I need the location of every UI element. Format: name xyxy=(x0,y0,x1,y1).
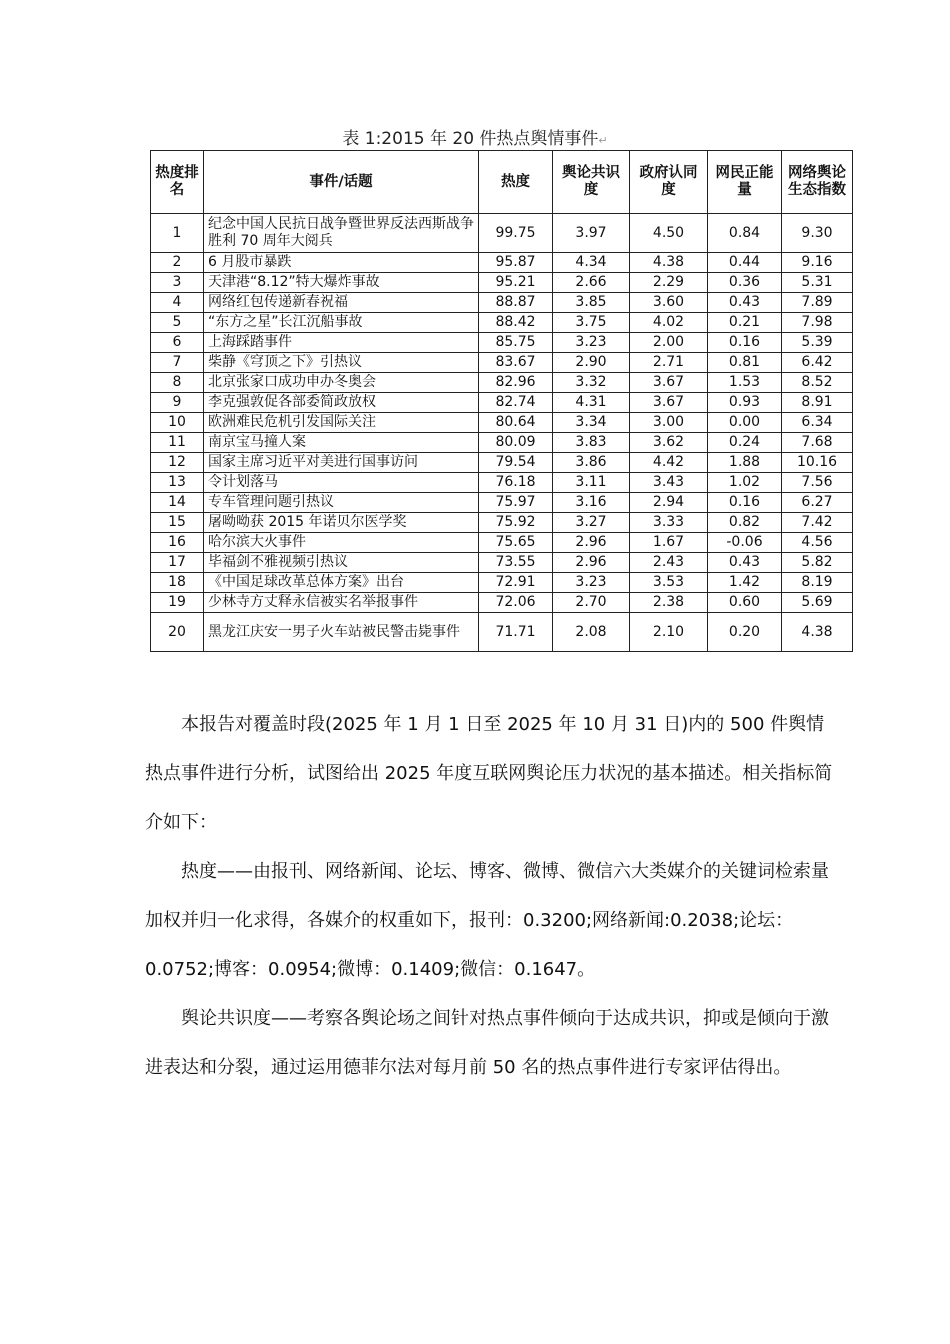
header-gov-approval: 政府认同度 xyxy=(630,151,708,214)
gov-approval-cell: 2.29 xyxy=(630,273,708,293)
gov-approval-cell: 4.38 xyxy=(630,253,708,273)
consensus-cell: 4.34 xyxy=(553,253,630,273)
ecology-index-cell: 6.27 xyxy=(782,493,853,513)
consensus-cell: 2.96 xyxy=(553,553,630,573)
consensus-cell: 2.08 xyxy=(553,613,630,652)
table-row xyxy=(151,293,853,313)
table-row xyxy=(151,214,853,253)
consensus-cell: 3.23 xyxy=(553,333,630,353)
table-row xyxy=(151,593,853,613)
event-cell: 令计划落马 xyxy=(204,473,479,493)
heat-cell: 88.87 xyxy=(479,293,553,313)
paragraph-intro-text: 本报告对覆盖时段(2025 年 1 月 1 日至 2025 年 10 月 31 日)内的 500 件舆情热点事件进行分析，试图给出 2025 年度互联网舆论压力状况的基本描述。相关指标简介如下： xyxy=(145,714,833,833)
event-cell: 黑龙江庆安一男子火车站被民警击毙事件 xyxy=(204,613,479,652)
gov-approval-cell: 3.67 xyxy=(630,373,708,393)
table-row xyxy=(151,253,853,273)
event-cell: 《中国足球改革总体方案》出台 xyxy=(204,573,479,593)
event-cell: 国家主席习近平对美进行国事访问 xyxy=(204,453,479,473)
positive-energy-cell: 1.02 xyxy=(708,473,782,493)
positive-energy-cell: 0.82 xyxy=(708,513,782,533)
table-header-row xyxy=(151,151,853,214)
consensus-cell: 3.32 xyxy=(553,373,630,393)
rank-cell: 19 xyxy=(151,593,204,613)
ecology-index-cell: 7.89 xyxy=(782,293,853,313)
consensus-cell: 3.11 xyxy=(553,473,630,493)
positive-energy-cell: 0.81 xyxy=(708,353,782,373)
ecology-index-cell: 7.68 xyxy=(782,433,853,453)
event-cell: 上海踩踏事件 xyxy=(204,333,479,353)
rank-cell: 15 xyxy=(151,513,204,533)
paragraph-mark-icon: ↵ xyxy=(598,134,608,147)
rank-cell: 10 xyxy=(151,413,204,433)
gov-approval-cell: 3.67 xyxy=(630,393,708,413)
consensus-cell: 3.75 xyxy=(553,313,630,333)
positive-energy-cell: 0.21 xyxy=(708,313,782,333)
table-row xyxy=(151,433,853,453)
table-row xyxy=(151,573,853,593)
heat-cell: 72.91 xyxy=(479,573,553,593)
event-cell: 北京张家口成功申办冬奥会 xyxy=(204,373,479,393)
heat-cell: 75.97 xyxy=(479,493,553,513)
table-row xyxy=(151,513,853,533)
rank-cell: 18 xyxy=(151,573,204,593)
ecology-index-cell: 8.52 xyxy=(782,373,853,393)
table-row xyxy=(151,413,853,433)
ecology-index-cell: 8.91 xyxy=(782,393,853,413)
consensus-cell: 3.23 xyxy=(553,573,630,593)
heat-cell: 88.42 xyxy=(479,313,553,333)
rank-cell: 17 xyxy=(151,553,204,573)
ecology-index-cell: 5.39 xyxy=(782,333,853,353)
heat-cell: 76.18 xyxy=(479,473,553,493)
gov-approval-cell: 3.53 xyxy=(630,573,708,593)
heat-cell: 95.21 xyxy=(479,273,553,293)
rank-cell: 9 xyxy=(151,393,204,413)
ecology-index-cell: 10.16 xyxy=(782,453,853,473)
heat-cell: 75.65 xyxy=(479,533,553,553)
event-cell: 天津港“8.12”特大爆炸事故 xyxy=(204,273,479,293)
ecology-index-cell: 5.82 xyxy=(782,553,853,573)
consensus-cell: 3.16 xyxy=(553,493,630,513)
rank-cell: 3 xyxy=(151,273,204,293)
event-cell: 柴静《穹顶之下》引热议 xyxy=(204,353,479,373)
table-row xyxy=(151,473,853,493)
paragraph-intro xyxy=(145,700,835,847)
table-row xyxy=(151,493,853,513)
event-cell: 专车管理问题引热议 xyxy=(204,493,479,513)
positive-energy-cell: 0.43 xyxy=(708,553,782,573)
positive-energy-cell: 0.16 xyxy=(708,333,782,353)
positive-energy-cell: 1.53 xyxy=(708,373,782,393)
ecology-index-cell: 5.31 xyxy=(782,273,853,293)
consensus-cell: 2.96 xyxy=(553,533,630,553)
ecology-index-cell: 9.30 xyxy=(782,214,853,253)
header-heat: 热度 xyxy=(479,151,553,214)
table-row xyxy=(151,553,853,573)
rank-cell: 5 xyxy=(151,313,204,333)
gov-approval-cell: 3.33 xyxy=(630,513,708,533)
positive-energy-cell: 0.00 xyxy=(708,413,782,433)
heat-cell: 95.87 xyxy=(479,253,553,273)
rank-cell: 1 xyxy=(151,214,204,253)
table-row xyxy=(151,613,853,652)
table-caption xyxy=(0,124,950,149)
heat-cell: 85.75 xyxy=(479,333,553,353)
event-cell: 6 月股市暴跌 xyxy=(204,253,479,273)
gov-approval-cell: 2.94 xyxy=(630,493,708,513)
consensus-cell: 2.70 xyxy=(553,593,630,613)
positive-energy-cell: 0.20 xyxy=(708,613,782,652)
consensus-cell: 3.97 xyxy=(553,214,630,253)
event-cell: 南京宝马撞人案 xyxy=(204,433,479,453)
gov-approval-cell: 4.42 xyxy=(630,453,708,473)
table-row xyxy=(151,373,853,393)
positive-energy-cell: 0.24 xyxy=(708,433,782,453)
ecology-index-cell: 4.38 xyxy=(782,613,853,652)
event-cell: 哈尔滨大火事件 xyxy=(204,533,479,553)
event-cell: 欧洲难民危机引发国际关注 xyxy=(204,413,479,433)
paragraph-consensus-text: 舆论共识度——考察各舆论场之间针对热点事件倾向于达成共识，抑或是倾向于激进表达和分裂，通过运用德菲尔法对每月前 50 名的热点事件进行专家评估得出。 xyxy=(145,1008,829,1078)
consensus-cell: 3.86 xyxy=(553,453,630,473)
event-cell: 李克强敦促各部委简政放权 xyxy=(204,393,479,413)
heat-cell: 82.96 xyxy=(479,373,553,393)
consensus-cell: 2.90 xyxy=(553,353,630,373)
positive-energy-cell: 0.36 xyxy=(708,273,782,293)
consensus-cell: 3.34 xyxy=(553,413,630,433)
table-row xyxy=(151,533,853,553)
positive-energy-cell: 1.42 xyxy=(708,573,782,593)
header-ecology-index: 网络舆论生态指数 xyxy=(782,151,853,214)
heat-cell: 75.92 xyxy=(479,513,553,533)
ecology-index-cell: 4.56 xyxy=(782,533,853,553)
rank-cell: 2 xyxy=(151,253,204,273)
paragraph-heat-text: 热度——由报刊、网络新闻、论坛、博客、微博、微信六大类媒介的关键词检索量加权并归一化求得，各媒介的权重如下，报刊：0.3200;网络新闻:0.2038;论坛：0.0752;博客：0.0954;微博：0.1409;微信：0.1647。 xyxy=(145,861,829,980)
header-rank: 热度排名 xyxy=(151,151,204,214)
ecology-index-cell: 5.69 xyxy=(782,593,853,613)
event-cell: 屠呦呦获 2015 年诺贝尔医学奖 xyxy=(204,513,479,533)
paragraph-heat xyxy=(145,847,835,994)
rank-cell: 12 xyxy=(151,453,204,473)
table-row xyxy=(151,333,853,353)
heat-cell: 71.71 xyxy=(479,613,553,652)
hot-events-table xyxy=(150,150,853,652)
positive-energy-cell: 0.43 xyxy=(708,293,782,313)
ecology-index-cell: 6.42 xyxy=(782,353,853,373)
gov-approval-cell: 2.38 xyxy=(630,593,708,613)
table-row xyxy=(151,353,853,373)
gov-approval-cell: 2.71 xyxy=(630,353,708,373)
positive-energy-cell: 0.44 xyxy=(708,253,782,273)
heat-cell: 82.74 xyxy=(479,393,553,413)
rank-cell: 8 xyxy=(151,373,204,393)
event-cell: 纪念中国人民抗日战争暨世界反法西斯战争胜利 70 周年大阅兵 xyxy=(204,214,479,253)
header-consensus: 舆论共识度 xyxy=(553,151,630,214)
positive-energy-cell: 0.93 xyxy=(708,393,782,413)
event-cell: 毕福剑不雅视频引热议 xyxy=(204,553,479,573)
ecology-index-cell: 7.42 xyxy=(782,513,853,533)
table-row xyxy=(151,313,853,333)
table-caption-text: 表 1:2015 年 20 件热点舆情事件 xyxy=(342,129,599,149)
ecology-index-cell: 8.19 xyxy=(782,573,853,593)
positive-energy-cell: -0.06 xyxy=(708,533,782,553)
gov-approval-cell: 3.62 xyxy=(630,433,708,453)
consensus-cell: 3.27 xyxy=(553,513,630,533)
rank-cell: 14 xyxy=(151,493,204,513)
gov-approval-cell: 3.43 xyxy=(630,473,708,493)
rank-cell: 16 xyxy=(151,533,204,553)
consensus-cell: 2.66 xyxy=(553,273,630,293)
gov-approval-cell: 2.43 xyxy=(630,553,708,573)
gov-approval-cell: 2.10 xyxy=(630,613,708,652)
ecology-index-cell: 6.34 xyxy=(782,413,853,433)
header-positive-energy: 网民正能量 xyxy=(708,151,782,214)
gov-approval-cell: 2.00 xyxy=(630,333,708,353)
heat-cell: 83.67 xyxy=(479,353,553,373)
gov-approval-cell: 3.00 xyxy=(630,413,708,433)
table-row xyxy=(151,453,853,473)
heat-cell: 79.54 xyxy=(479,453,553,473)
positive-energy-cell: 1.88 xyxy=(708,453,782,473)
rank-cell: 6 xyxy=(151,333,204,353)
paragraph-consensus xyxy=(145,994,835,1092)
ecology-index-cell: 9.16 xyxy=(782,253,853,273)
heat-cell: 72.06 xyxy=(479,593,553,613)
heat-cell: 80.09 xyxy=(479,433,553,453)
rank-cell: 13 xyxy=(151,473,204,493)
event-cell: 少林寺方丈释永信被实名举报事件 xyxy=(204,593,479,613)
ecology-index-cell: 7.98 xyxy=(782,313,853,333)
rank-cell: 11 xyxy=(151,433,204,453)
gov-approval-cell: 4.50 xyxy=(630,214,708,253)
heat-cell: 99.75 xyxy=(479,214,553,253)
positive-energy-cell: 0.60 xyxy=(708,593,782,613)
positive-energy-cell: 0.84 xyxy=(708,214,782,253)
consensus-cell: 4.31 xyxy=(553,393,630,413)
table-row xyxy=(151,273,853,293)
rank-cell: 4 xyxy=(151,293,204,313)
header-event: 事件/话题 xyxy=(204,151,479,214)
ecology-index-cell: 7.56 xyxy=(782,473,853,493)
consensus-cell: 3.83 xyxy=(553,433,630,453)
positive-energy-cell: 0.16 xyxy=(708,493,782,513)
consensus-cell: 3.85 xyxy=(553,293,630,313)
rank-cell: 20 xyxy=(151,613,204,652)
rank-cell: 7 xyxy=(151,353,204,373)
gov-approval-cell: 1.67 xyxy=(630,533,708,553)
table-row xyxy=(151,393,853,413)
event-cell: “东方之星”长江沉船事故 xyxy=(204,313,479,333)
heat-cell: 73.55 xyxy=(479,553,553,573)
heat-cell: 80.64 xyxy=(479,413,553,433)
event-cell: 网络红包传递新春祝福 xyxy=(204,293,479,313)
gov-approval-cell: 4.02 xyxy=(630,313,708,333)
gov-approval-cell: 3.60 xyxy=(630,293,708,313)
